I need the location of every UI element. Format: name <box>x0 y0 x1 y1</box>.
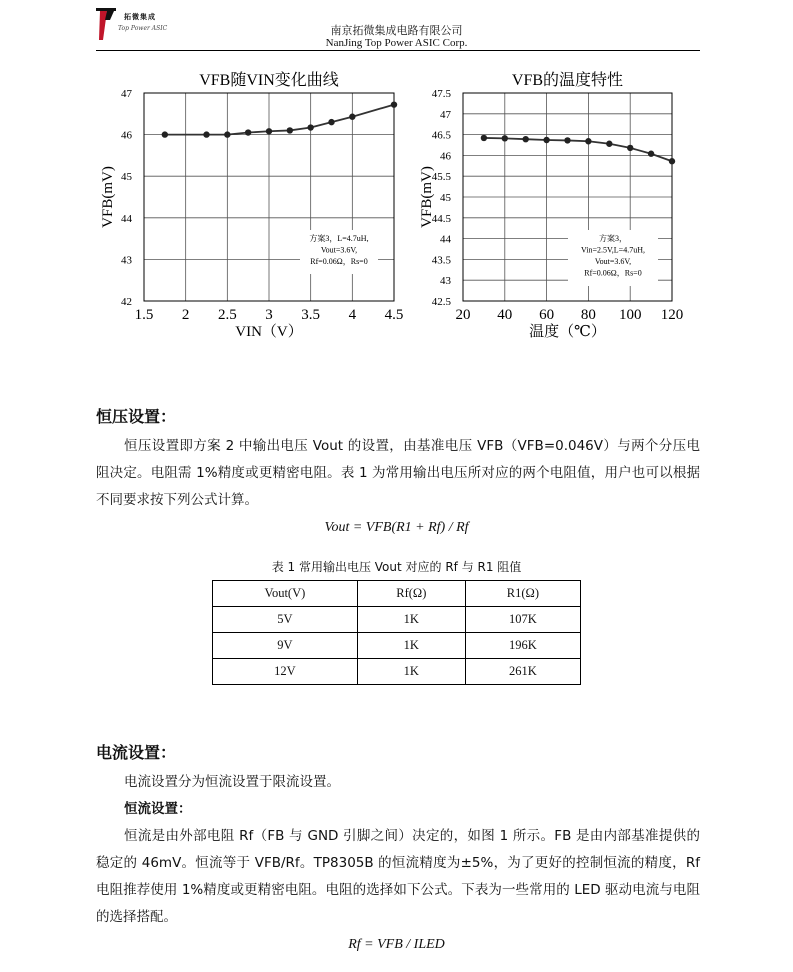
series-line <box>484 138 672 161</box>
table-cell: 9V <box>213 633 358 659</box>
table-row <box>213 607 581 633</box>
data-point <box>349 114 355 120</box>
y-tick-label: 42.5 <box>431 296 451 308</box>
series-line <box>165 105 394 135</box>
data-point <box>287 127 293 133</box>
data-point <box>564 137 570 143</box>
cc-intro-text: 电流设置分为恒流设置于限流设置。 <box>124 774 340 790</box>
y-tick-label: 46.5 <box>431 129 451 142</box>
x-tick-label: 40 <box>497 307 513 323</box>
table-row <box>213 633 581 659</box>
table-row <box>213 659 581 685</box>
table-header-row <box>213 581 581 607</box>
x-tick-label: 80 <box>580 307 596 323</box>
x-tick-label: 120 <box>660 307 684 323</box>
annotation-text: Rf=0.06Ω，Rs=0 <box>310 257 368 266</box>
y-axis-label: VFB(mV) <box>419 166 435 228</box>
data-point <box>162 131 168 137</box>
x-tick-label: 3.5 <box>301 307 321 323</box>
y-tick-label: 45 <box>440 192 451 204</box>
logo-text-cn: 拓微集成 <box>124 13 156 21</box>
y-tick-label: 44 <box>440 233 451 246</box>
annotation-text: Vout=3.6V, <box>594 257 632 266</box>
x-tick-label: 2.5 <box>217 307 237 323</box>
y-tick-label: 43.5 <box>431 254 451 267</box>
data-point <box>523 136 529 142</box>
data-point <box>245 129 251 135</box>
y-tick-label: 47.5 <box>431 88 451 100</box>
y-tick-label: 47 <box>121 88 132 100</box>
cc-intro <box>96 769 700 931</box>
y-tick-label: 44.5 <box>431 212 451 225</box>
table-cell: 1K <box>357 659 465 685</box>
data-point <box>203 131 209 137</box>
table-cell: 12V <box>213 659 358 685</box>
table-cell: 5V <box>213 607 358 633</box>
data-point <box>627 145 633 151</box>
annotation-text: Vout=3.6V, <box>320 245 358 255</box>
y-tick-label: 47 <box>440 108 451 121</box>
x-tick-label: 3 <box>265 307 273 323</box>
y-axis-label: VFB(mV) <box>100 166 116 228</box>
annotation-text: 方案3，L=4.7uH, <box>309 234 369 243</box>
data-point <box>266 128 272 134</box>
chart-title: VFB的温度特性 <box>511 72 624 89</box>
logo-text-en: Top Power ASIC <box>118 25 168 32</box>
cc-paragraph-text: 恒流是由外部电阻 Rf（FB 与 GND 引脚之间）决定的，如图 1 所示。FB 是由内部基准提供的稳定的 46mV。恒流等于 VFB/Rf。TP8305B 的恒流精度为±5%，为了更好的控制恒流的精度，Rf 电阻推荐使用 1%精度或更精密电阻。电阻的选择如下公式。下表为一些常用的 LED 驱动电流与电阻的选择搭配。 <box>96 828 700 925</box>
annotation-text: 方案3， <box>599 234 627 243</box>
table-cell: 261K <box>465 659 580 685</box>
y-tick-label: 46 <box>440 150 451 163</box>
table-cell: 196K <box>465 633 580 659</box>
annotation-text: Rf=0.06Ω，Rs=0 <box>584 268 642 278</box>
resistor-table <box>212 580 581 685</box>
x-tick-label: 1.5 <box>134 307 154 323</box>
data-point <box>543 137 549 143</box>
table-cell: 1K <box>357 633 465 659</box>
cv-formula: Vout = VFB(R1 + Rf) / Rf <box>324 520 469 535</box>
x-axis-label: 温度（℃） <box>529 324 606 340</box>
data-point <box>606 141 612 147</box>
chart-title: VFB随VIN变化曲线 <box>199 72 339 89</box>
x-tick-label: 4.5 <box>384 307 404 323</box>
table-cell: 1K <box>357 607 465 633</box>
data-point <box>328 119 334 125</box>
table-header-cell: R1(Ω) <box>465 581 580 607</box>
table-header-cell: Vout(V) <box>213 581 358 607</box>
data-point <box>307 124 313 130</box>
data-point <box>481 135 487 141</box>
data-point <box>502 135 508 141</box>
data-point <box>224 131 230 137</box>
y-tick-label: 44 <box>121 212 132 225</box>
y-tick-label: 43 <box>440 275 451 288</box>
company-name-en: NanJing Top Power ASIC Corp. <box>325 37 468 49</box>
table-caption: 表 1 常用输出电压 Vout 对应的 Rf 与 R1 阻值 <box>271 560 522 574</box>
header-divider <box>96 50 700 51</box>
x-tick-label: 2 <box>181 307 190 323</box>
x-axis-label: VIN（V） <box>235 324 303 340</box>
cc-formula: Rf = VFB / ILED <box>348 937 445 952</box>
y-tick-label: 46 <box>121 129 132 142</box>
annotation-text: Vin=2.5V,L=4.7uH, <box>581 245 645 255</box>
data-point <box>648 151 654 157</box>
y-tick-label: 45 <box>121 171 132 184</box>
data-point <box>391 101 397 107</box>
table-header-cell: Rf(Ω) <box>357 581 465 607</box>
cc-subtitle: 恒流设置： <box>124 801 192 817</box>
data-point <box>585 138 591 144</box>
cv-paragraph-text: 恒压设置即方案 2 中输出电压 Vout 的设置，由基准电压 VFB（VFB=0.046V）与两个分压电阻决定。电阻需 1%精度或更精密电阻。表 1 为常用输出电压所对应的两个电阻值，用户也可以根据不同要求按下列公式计算。 <box>96 438 700 508</box>
cc-section-title: 电流设置： <box>96 743 177 762</box>
x-tick-label: 100 <box>618 307 642 323</box>
y-tick-label: 45.5 <box>431 171 451 184</box>
x-tick-label: 4 <box>348 307 357 323</box>
y-tick-label: 43 <box>121 254 132 267</box>
y-tick-label: 42 <box>121 296 132 308</box>
charts-figure <box>0 60 793 350</box>
x-tick-label: 60 <box>539 307 555 323</box>
data-point <box>669 158 675 164</box>
cv-paragraph <box>96 433 700 514</box>
company-name-cn: 南京拓微集成电路有限公司 <box>330 24 463 37</box>
x-tick-label: 20 <box>455 307 471 323</box>
cv-section-title: 恒压设置： <box>96 407 177 426</box>
table-cell: 107K <box>465 607 580 633</box>
